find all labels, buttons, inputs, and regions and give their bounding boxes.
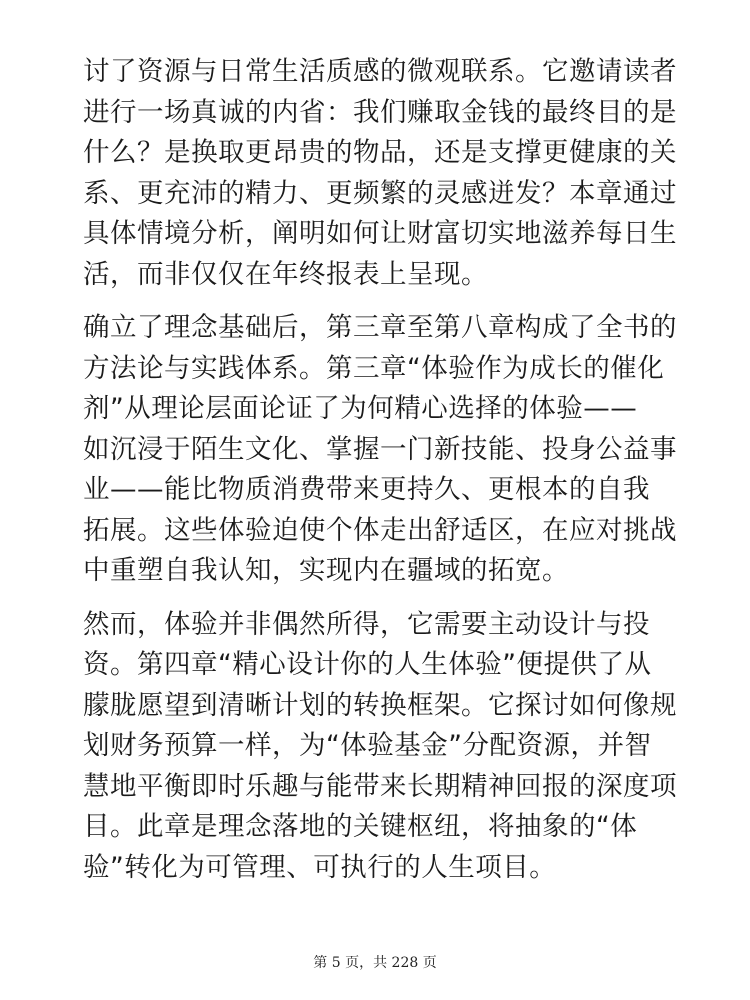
text-line: 然而，体验并非偶然所得，它需要主动设计与投 [83,608,650,640]
text-line: 验”转化为可管理、可执行的人生项目。 [83,851,557,883]
text-line: 确立了理念基础后，第三章至第八章构成了全书的 [83,312,677,343]
text-line: 中重塑自我认知，实现内在疆域的拓宽。 [83,555,569,586]
text-line: 方法论与实践体系。第三章“体验作为成长的催化 [83,352,665,384]
paragraph-3 [83,605,678,889]
text-line: 资。第四章“精心设计你的人生体验”便提供了从 [83,649,652,680]
text-line: 活，而非仅仅在年终报表上呈现。 [83,258,488,290]
text-line: 朦胧愿望到清晰计划的转换框架。它探讨如何像规 [83,689,677,721]
text-line: 什么？是换取更昂贵的物品，还是支撑更健康的关 [83,137,677,168]
text-line: 进行一场真诚的内省：我们赚取金钱的最终目的是 [83,96,677,128]
page-number-footer: 第 5 页，共 228 页 [313,955,437,971]
text-line: 拓展。这些体验迫使个体走出舒适区，在应对挑战 [83,514,677,546]
body-text [83,52,678,901]
text-line: 讨了资源与日常生活质感的微观联系。它邀请读者 [83,56,677,87]
text-line: 具体情境分析，阐明如何让财富切实地滋养每日生 [83,218,677,249]
text-line: 系、更充沛的精力、更频繁的灵感迸发？本章通过 [83,177,677,209]
text-line: 如沉浸于陌生文化、掌握一门新技能、投身公益事 [83,433,677,465]
text-line: 目。此章是理念落地的关键枢纽，将抽象的“体 [83,811,638,842]
text-line: 划财务预算一样，为“体验基金”分配资源，并智 [83,730,652,761]
text-line: 业——能比物质消费带来更持久、更根本的自我 [83,474,650,505]
paragraph-2 [83,308,678,592]
text-line: 剂”从理论层面论证了为何精心选择的体验—— [83,393,638,424]
paragraph-1 [83,52,678,295]
text-line: 慧地平衡即时乐趣与能带来长期精神回报的深度项 [83,770,677,802]
